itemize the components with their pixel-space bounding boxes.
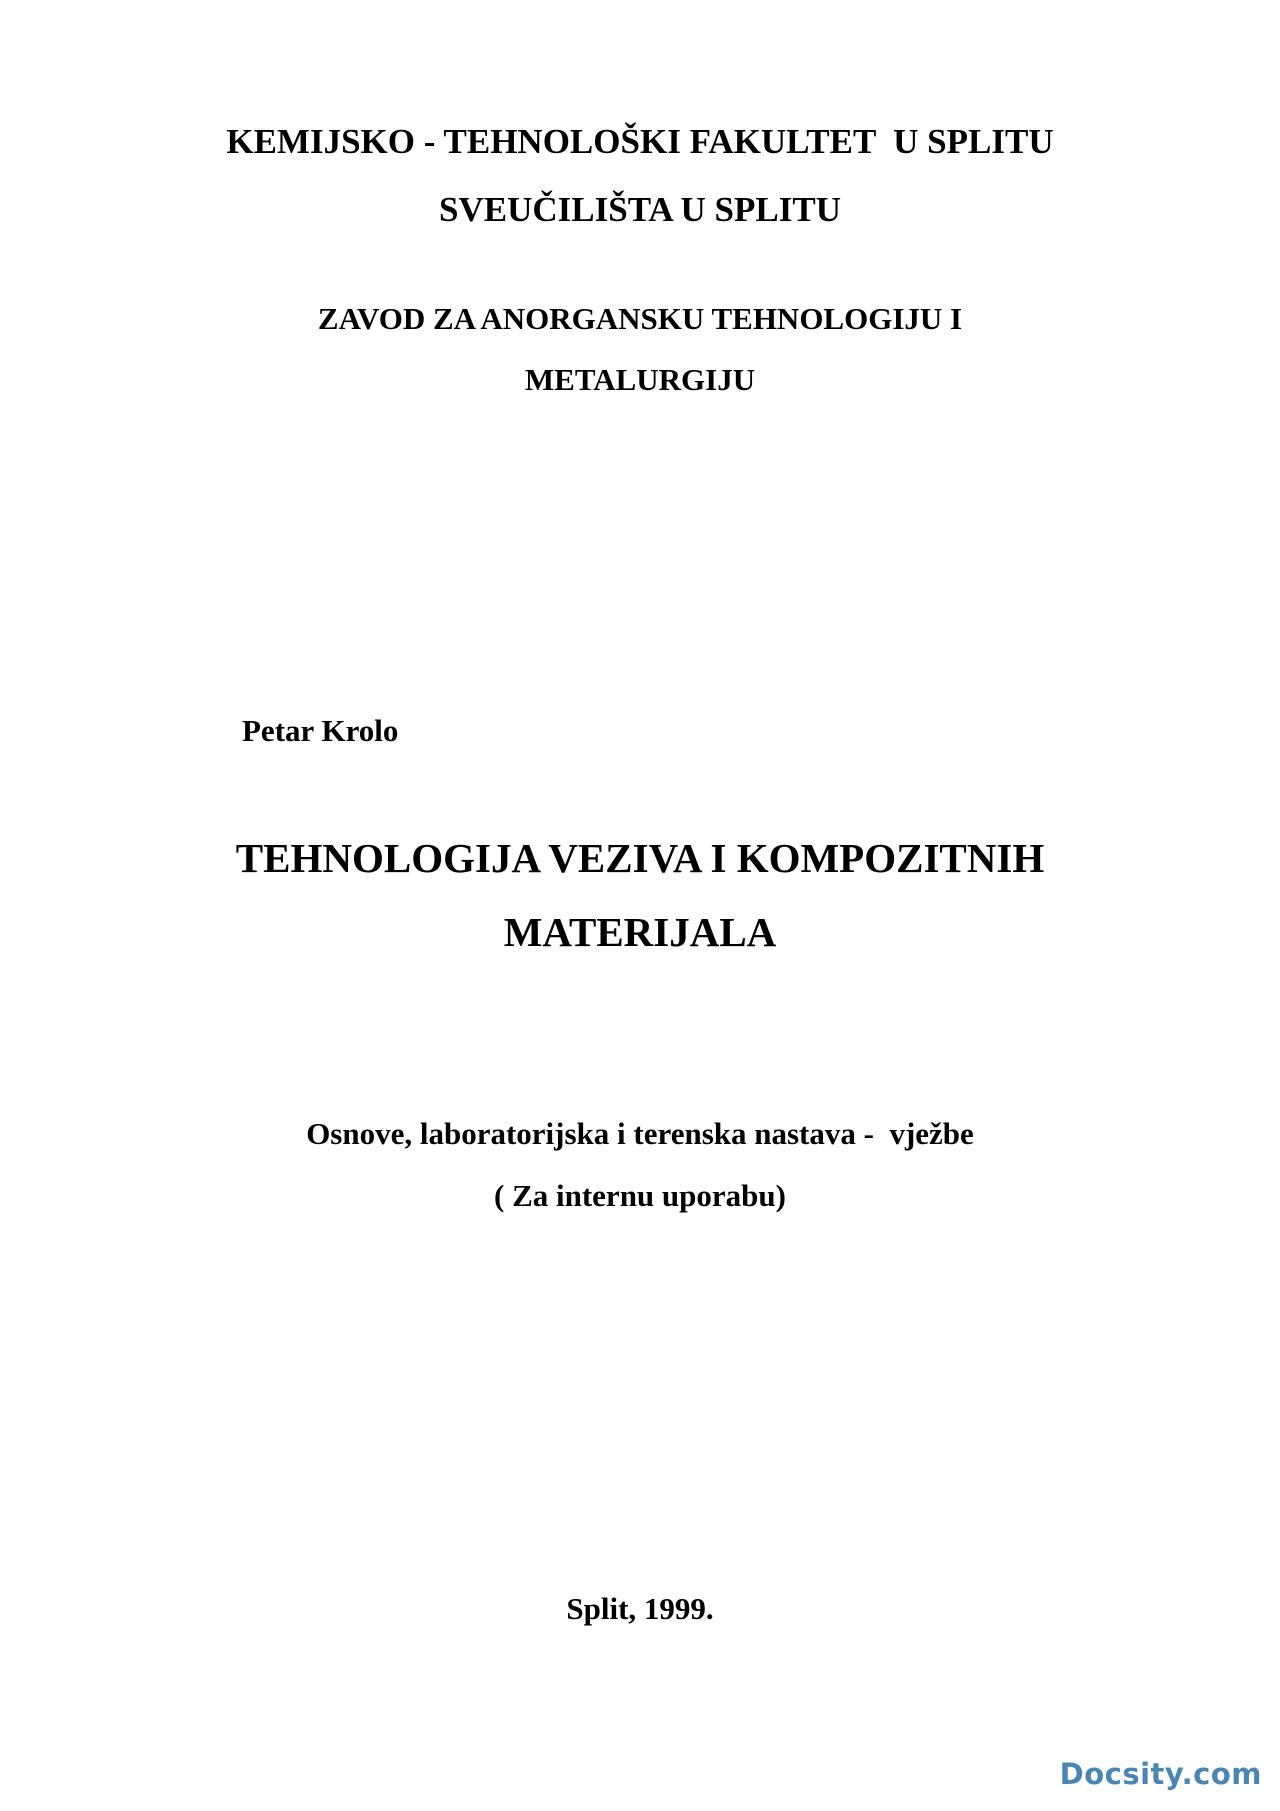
place-and-date: Split, 1999.: [566, 1591, 714, 1626]
docsity-watermark: Docsity.com: [1059, 1757, 1262, 1791]
author-name: Petar Krolo: [242, 713, 399, 748]
department-name-line1: ZAVOD ZA ANORGANSKU TEHNOLOGIJU I: [317, 301, 963, 336]
document-title-line1: TEHNOLOGIJA VEZIVA I KOMPOZITNIH: [235, 835, 1045, 881]
institution-name-line1: KEMIJSKO - TEHNOLOŠKI FAKULTET U SPLITU: [226, 122, 1054, 161]
document-title-line2: MATERIJALA: [503, 909, 777, 955]
document-subtitle-line1: Osnove, laboratorijska i terenska nastava - vježbe: [306, 1116, 974, 1151]
document-subtitle-line2: ( Za internu uporabu): [494, 1178, 786, 1213]
institution-name-line2: SVEUČILIŠTA U SPLITU: [439, 190, 841, 229]
department-name-line2: METALURGIJU: [524, 362, 756, 397]
